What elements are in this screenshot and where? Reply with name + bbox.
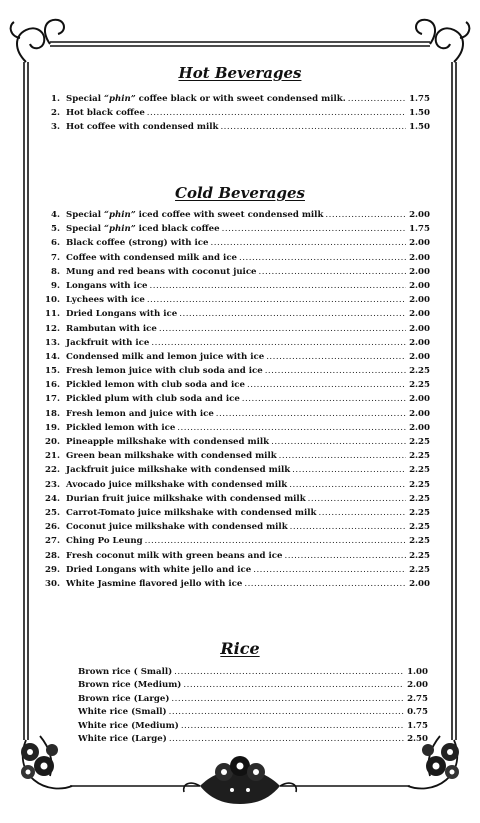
item-name-text: Ching Po Leung <box>66 536 143 547</box>
item-name <box>66 449 277 463</box>
item-price: 2.00 <box>409 323 430 334</box>
menu-item <box>42 449 430 463</box>
item-price: 2.25 <box>409 493 430 504</box>
item-name-text: Durian fruit juice milkshake with condensed milk <box>66 493 306 504</box>
dot-leader <box>253 563 406 577</box>
item-name <box>66 478 287 492</box>
item-number: 30. <box>45 578 60 589</box>
menu-item <box>42 251 430 265</box>
menu-item <box>42 392 430 406</box>
item-name-text: Black coffee (strong) with ice <box>66 238 209 249</box>
item-name <box>66 106 145 120</box>
dot-leader <box>211 236 406 250</box>
item-price: 2.00 <box>409 422 430 433</box>
item-number: 19. <box>45 422 60 433</box>
cold-beverages-heading: Cold Beverages <box>175 184 305 202</box>
item-number: 2. <box>51 108 60 119</box>
dot-leader <box>151 336 406 350</box>
dot-leader <box>308 492 406 506</box>
item-price: 2.25 <box>409 380 430 391</box>
item-price: 2.00 <box>409 351 430 362</box>
menu-item <box>42 350 430 364</box>
item-number: 17. <box>45 394 60 405</box>
menu-item <box>42 463 430 477</box>
menu-item <box>78 733 428 746</box>
item-name <box>66 549 282 563</box>
item-name <box>66 265 257 279</box>
menu-item <box>42 222 430 236</box>
rice-list <box>78 666 428 746</box>
menu-item <box>42 421 430 435</box>
item-name-text: Special <box>66 210 105 220</box>
dot-leader <box>279 449 406 463</box>
menu-item <box>42 407 430 421</box>
menu-item <box>42 92 430 106</box>
dot-leader <box>247 378 406 392</box>
menu-item <box>42 120 430 134</box>
item-price: 2.25 <box>409 522 430 533</box>
item-price: 2.25 <box>409 437 430 447</box>
menu-item <box>78 706 428 719</box>
dot-leader <box>159 322 406 336</box>
item-price: 2.00 <box>409 394 430 405</box>
menu-item <box>42 577 430 591</box>
dot-leader <box>239 251 406 265</box>
item-number: 20. <box>45 437 60 447</box>
item-price: 2.00 <box>409 578 430 589</box>
item-price: 2.00 <box>407 680 428 691</box>
item-number: 7. <box>51 252 60 263</box>
item-name-emphasis: “phin” <box>104 210 136 220</box>
item-name <box>78 666 172 679</box>
item-name-text: Pickled lemon with club soda and ice <box>66 380 245 391</box>
item-name-text: Pineapple milkshake with condensed milk <box>66 437 270 447</box>
item-price: 2.25 <box>409 479 430 490</box>
item-name <box>66 534 143 548</box>
ornamental-corner-icon <box>416 20 469 62</box>
dot-leader <box>284 549 406 563</box>
item-price: 2.25 <box>409 465 430 476</box>
item-price: 2.00 <box>409 280 430 291</box>
item-name <box>78 720 179 733</box>
item-name <box>66 208 323 222</box>
item-name <box>78 679 181 692</box>
menu-item <box>42 520 430 534</box>
dot-leader <box>292 463 406 477</box>
item-name-text: White rice (Large) <box>78 733 167 744</box>
item-price: 2.00 <box>409 408 430 419</box>
item-number: 11. <box>45 309 60 320</box>
item-number: 23. <box>45 479 60 490</box>
item-name-text: Brown rice (Large) <box>78 693 170 704</box>
item-name-text: Condensed milk and lemon juice with ice <box>66 351 265 362</box>
item-name <box>66 307 177 321</box>
menu-item <box>42 492 430 506</box>
item-name <box>66 492 306 506</box>
menu-item <box>78 693 428 706</box>
menu-item <box>78 720 428 733</box>
item-name <box>66 336 149 350</box>
item-name <box>66 378 245 392</box>
item-price: 0.75 <box>407 707 428 718</box>
item-name <box>78 706 167 719</box>
dot-leader <box>169 706 404 719</box>
item-number: 25. <box>45 507 60 518</box>
dot-leader <box>145 534 406 548</box>
dot-leader <box>222 222 406 236</box>
menu-item <box>42 106 430 120</box>
item-name-text: Lychees with ice <box>66 295 145 306</box>
item-name <box>66 322 157 336</box>
dot-leader <box>147 106 406 120</box>
item-price: 2.00 <box>409 309 430 320</box>
item-price: 2.00 <box>409 252 430 263</box>
item-name-text: Fresh lemon and juice with ice <box>66 408 214 419</box>
item-name <box>66 350 264 364</box>
item-name-text: Pickled lemon with ice <box>66 422 176 433</box>
item-number: 4. <box>51 210 60 220</box>
item-name <box>66 435 269 449</box>
menu-item <box>42 435 430 449</box>
dot-leader <box>179 307 406 321</box>
item-name-text: Hot coffee with condensed milk <box>66 122 219 133</box>
item-name <box>66 407 214 421</box>
item-name-text: Dried Longans with ice <box>66 309 178 320</box>
item-number: 5. <box>51 224 60 235</box>
menu-item <box>42 307 430 321</box>
dot-leader <box>220 120 406 134</box>
menu-item <box>42 478 430 492</box>
item-price: 2.00 <box>409 210 430 220</box>
dot-leader <box>318 506 406 520</box>
item-number: 24. <box>45 493 60 504</box>
menu-item <box>42 265 430 279</box>
item-number: 3. <box>51 122 60 133</box>
item-name-text: White rice (Small) <box>78 707 167 718</box>
hot-beverages-list <box>42 92 430 135</box>
item-name <box>66 506 316 520</box>
item-name <box>66 577 242 591</box>
menu-item <box>42 336 430 350</box>
item-price: 2.25 <box>409 507 430 518</box>
dot-leader <box>259 265 406 279</box>
item-price: 2.00 <box>409 238 430 249</box>
item-number: 26. <box>45 522 60 533</box>
item-name-text: Mung and red beans with coconut juice <box>66 266 257 277</box>
item-name-text: Rambutan with ice <box>66 323 157 334</box>
dot-leader <box>171 693 404 706</box>
item-name <box>66 563 251 577</box>
item-name-text: Hot black coffee <box>66 108 145 119</box>
item-name-text: Special <box>66 94 105 104</box>
dot-leader <box>266 350 406 364</box>
dot-leader <box>265 364 406 378</box>
item-number: 10. <box>45 295 60 306</box>
menu-item <box>42 378 430 392</box>
dot-leader <box>290 520 406 534</box>
dot-leader <box>183 679 404 692</box>
item-number: 12. <box>45 323 60 334</box>
menu-item <box>42 549 430 563</box>
item-price: 1.50 <box>409 108 430 119</box>
item-price: 1.75 <box>407 720 428 731</box>
item-price: 2.75 <box>407 693 428 704</box>
item-number: 28. <box>45 550 60 561</box>
menu-item <box>78 679 428 692</box>
item-name-suffix: iced coffee with sweet condensed milk <box>135 210 324 220</box>
floral-bouquet-icon <box>21 736 72 788</box>
item-name-text: Coconut juice milkshake with condensed milk <box>66 522 288 533</box>
item-name <box>66 392 240 406</box>
item-price: 1.75 <box>409 94 430 104</box>
item-price: 1.50 <box>409 122 430 133</box>
ornamental-corner-icon <box>11 20 64 62</box>
item-number: 9. <box>51 280 60 291</box>
item-number: 29. <box>45 564 60 575</box>
item-price: 2.50 <box>407 733 428 744</box>
menu-item <box>42 293 430 307</box>
item-number: 18. <box>45 408 60 419</box>
item-name-suffix: iced black coffee <box>135 224 220 235</box>
item-name-text: Pickled plum with club soda and ice <box>66 394 240 405</box>
item-number: 14. <box>45 351 60 362</box>
menu-item <box>42 208 430 222</box>
item-number: 16. <box>45 380 60 391</box>
item-number: 21. <box>45 451 60 462</box>
menu-item <box>42 563 430 577</box>
floral-bouquet-icon <box>184 756 297 804</box>
item-number: 8. <box>51 266 60 277</box>
item-name <box>66 293 145 307</box>
item-name-text: Longans with ice <box>66 280 148 291</box>
menu-item <box>42 236 430 250</box>
item-price: 2.00 <box>409 337 430 348</box>
item-name <box>66 120 218 134</box>
menu-item <box>42 279 430 293</box>
item-number: 6. <box>51 238 60 249</box>
item-number: 1. <box>51 94 60 104</box>
item-name-text: Brown rice (Medium) <box>78 680 182 691</box>
item-name-text: White Jasmine flavored jello with ice <box>66 578 243 589</box>
item-name-text: Jackfruit juice milkshake with condensed milk <box>66 465 291 476</box>
item-name <box>78 693 169 706</box>
item-name <box>78 733 167 746</box>
dot-leader <box>150 279 406 293</box>
item-price: 2.25 <box>409 536 430 547</box>
menu-item <box>42 364 430 378</box>
item-name <box>66 421 175 435</box>
item-name-text: Avocado juice milkshake with condensed milk <box>66 479 288 490</box>
item-name <box>66 92 346 106</box>
item-name-suffix: coffee black or with sweet condensed milk. <box>135 94 346 104</box>
item-price: 1.75 <box>409 224 430 235</box>
dot-leader <box>242 392 406 406</box>
item-price: 2.25 <box>409 366 430 377</box>
hot-beverages-heading: Hot Beverages <box>178 64 302 82</box>
dot-leader <box>325 208 406 222</box>
item-name-text: Coffee with condensed milk and ice <box>66 252 238 263</box>
item-price: 2.25 <box>409 451 430 462</box>
dot-leader <box>289 478 406 492</box>
menu-item <box>42 322 430 336</box>
menu-item <box>42 534 430 548</box>
item-name <box>66 251 237 265</box>
item-name-text: Fresh coconut milk with green beans and ice <box>66 550 283 561</box>
item-price: 2.25 <box>409 550 430 561</box>
dot-leader <box>216 407 406 421</box>
item-name <box>66 520 288 534</box>
item-price: 2.00 <box>409 266 430 277</box>
rice-heading: Rice <box>220 639 260 658</box>
item-name-text: Fresh lemon juice with club soda and ice <box>66 366 263 377</box>
item-number: 13. <box>45 337 60 348</box>
item-name <box>66 236 209 250</box>
item-name-text: Carrot-Tomato juice milkshake with condensed milk <box>66 507 317 518</box>
item-number: 22. <box>45 465 60 476</box>
item-name-text: Dried Longans with white jello and ice <box>66 564 252 575</box>
item-price: 2.00 <box>409 295 430 306</box>
item-name-emphasis: “phin” <box>104 224 136 235</box>
dot-leader <box>244 577 406 591</box>
item-name-text: Brown rice ( Small) <box>78 667 173 677</box>
item-name-emphasis: “phin” <box>104 94 136 104</box>
dot-leader <box>177 421 406 435</box>
item-name <box>66 364 263 378</box>
dot-leader <box>181 720 404 733</box>
dot-leader <box>169 733 404 746</box>
item-name-text: Special <box>66 224 105 235</box>
dot-leader <box>147 293 406 307</box>
menu-item <box>78 666 428 679</box>
item-name-text: White rice (Medium) <box>78 720 179 731</box>
cold-beverages-list <box>42 208 430 591</box>
item-name-text: Green bean milkshake with condensed milk <box>66 451 277 462</box>
dot-leader <box>271 435 406 449</box>
item-price: 2.25 <box>409 564 430 575</box>
item-name <box>66 463 290 477</box>
item-name-text: Jackfruit with ice <box>66 337 150 348</box>
item-number: 27. <box>45 536 60 547</box>
item-name <box>66 222 220 236</box>
item-name <box>66 279 148 293</box>
menu-item <box>42 506 430 520</box>
item-number: 15. <box>45 366 60 377</box>
dot-leader <box>348 92 406 106</box>
item-price: 1.00 <box>407 667 428 677</box>
dot-leader <box>174 666 404 679</box>
